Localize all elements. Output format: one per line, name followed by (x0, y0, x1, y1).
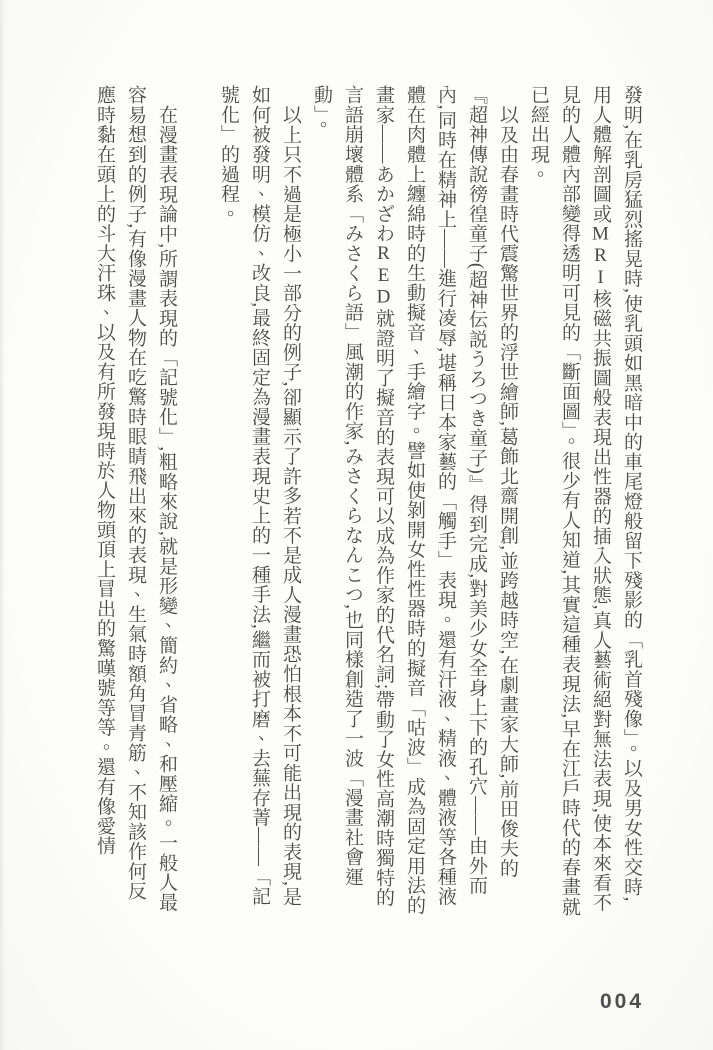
vertical-text-block (89, 85, 647, 917)
body-paragraph: 發明,在乳房猛烈搖晃時,使乳頭如黑暗中的車尾燈般留下殘影的「乳首殘像」。以及男女性交時,用人體解剖圖或MRI核磁共振圖般表現出性器的插入狀態,真人藝術絕對無法表現,使本來看不見的人體內部變得透明可見的「斷面圖」。很少有人知道,其實這種表現法,早在江戶時代的春畫就已經出現。 (528, 85, 642, 917)
body-paragraph: 以上只不過是極小一部分的例子,卻顯示了許多若不是成人漫畫恐怕根本不可能出現的表現,是如何被發明、模仿、改良,最終固定為漫畫表現史上的一種手法,繼而被打磨、去蕪存菁——「記號化」的過程。 (218, 85, 301, 907)
body-paragraph: 在漫畫表現論中,所謂表現的「記號化」,粗略來說,就是形變、簡約、省略、和壓縮。一般人最容易想到的例子,有像漫畫人物在吃驚時眼睛飛出來的表現、生氣時額角冒青筋、不知該作何反應時黏在頭上的斗大汗珠、以及有所發現時於人物頭頂上冒出的驚嘆號等等。還有像愛情 (94, 85, 177, 912)
scan-edge (0, 0, 5, 1050)
body-paragraph: 以及由春畫時代震驚世界的浮世繪師,葛飾北齋開創,並跨越時空,在劇畫家大師,前田俊夫的『超神傳說徬徨童子(超神伝説うろつき童子)』得到完成,對美少女全身上下的孔穴——由外而內,同時在精神上——進行凌辱,堪稱日本家藝的「觸手」表現。還有汗液、精液、體液等各種液體在肉體上纏綿時的生動擬音、手繪字。譬如使剝開女性性器時的擬音「咕波」成為固定用法的畫家——あかざわRED就證明了擬音的表現可以成為作家的代名詞;帶動了女性高潮時獨特的言語崩壞體系「みさくら語」風潮的作家,みさくらなんこつ,也同樣創造了一波「漫畫社會運動」。 (311, 85, 518, 915)
page-number: 004 (600, 990, 645, 1013)
